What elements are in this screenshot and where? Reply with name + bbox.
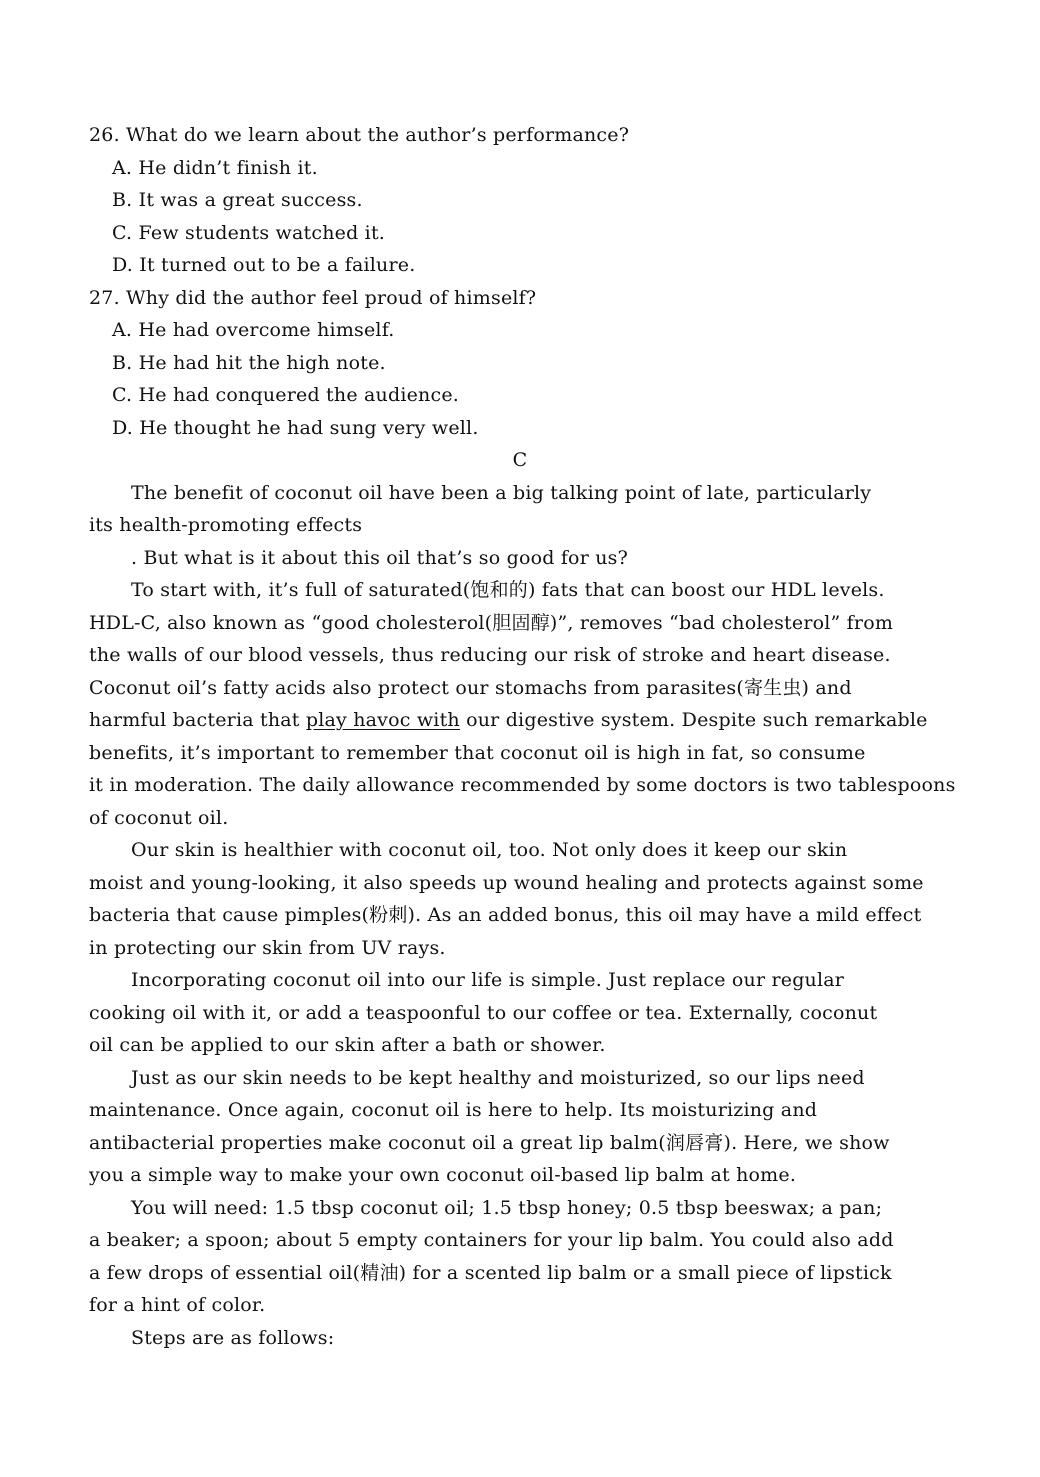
paragraph-4-line: cooking oil with it, or add a teaspoonful to our coffee or tea. Externally, coconut bbox=[89, 1002, 878, 1024]
question-27-option-c: C. He had conquered the audience. bbox=[112, 384, 460, 406]
paragraph-6-line: You will need: 1.5 tbsp coconut oil; 1.5 tbsp honey; 0.5 tbsp beeswax; a pan; bbox=[131, 1197, 883, 1219]
paragraph-2-line: the walls of our blood vessels, thus reducing our risk of stroke and heart disease. bbox=[89, 644, 891, 666]
section-label: C bbox=[512, 449, 528, 471]
question-26-option-c: C. Few students watched it. bbox=[112, 222, 386, 244]
question-27-option-b: B. He had hit the high note. bbox=[112, 352, 386, 374]
paragraph-5-line: maintenance. Once again, coconut oil is here to help. Its moisturizing and bbox=[89, 1099, 818, 1121]
paragraph-5-line: antibacterial properties make coconut oil a great lip balm(润唇膏). Here, we show bbox=[89, 1132, 890, 1154]
paragraph-4-line: oil can be applied to our skin after a bath or shower. bbox=[89, 1034, 606, 1056]
paragraph-2-text: harmful bacteria that bbox=[89, 709, 306, 731]
paragraph-2-line: it in moderation. The daily allowance recommended by some doctors is two tablespoons bbox=[89, 774, 956, 796]
question-26-stem: 26. What do we learn about the author’s performance? bbox=[89, 124, 630, 146]
paragraph-5-line: you a simple way to make your own coconut oil-based lip balm at home. bbox=[89, 1164, 797, 1186]
paragraph-6-line: a beaker; a spoon; about 5 empty containers for your lip balm. You could also add bbox=[89, 1229, 894, 1251]
paragraph-6-line: for a hint of color. bbox=[89, 1294, 266, 1316]
paragraph-1-line: . But what is it about this oil that’s so good for us? bbox=[131, 547, 628, 569]
paragraph-3-line: in protecting our skin from UV rays. bbox=[89, 937, 446, 959]
paragraph-2-line: benefits, it’s important to remember that coconut oil is high in fat, so consume bbox=[89, 742, 866, 764]
question-26-option-d: D. It turned out to be a failure. bbox=[112, 254, 416, 276]
paragraph-6-line: a few drops of essential oil(精油) for a scented lip balm or a small piece of lipstick bbox=[89, 1262, 892, 1284]
paragraph-4-line: Incorporating coconut oil into our life is simple. Just replace our regular bbox=[131, 969, 845, 991]
question-27-stem: 27. Why did the author feel proud of himself? bbox=[89, 287, 537, 309]
paragraph-1-line: its health-promoting effects bbox=[89, 514, 363, 536]
paragraph-2-line bbox=[89, 704, 928, 736]
paragraph-3-line: Our skin is healthier with coconut oil, too. Not only does it keep our skin bbox=[131, 839, 848, 861]
paragraph-3-line: bacteria that cause pimples(粉刺). As an added bonus, this oil may have a mild effect bbox=[89, 904, 922, 926]
paragraph-2-line: HDL-C, also known as “good cholesterol(胆固醇)”, removes “bad cholesterol” from bbox=[89, 612, 894, 634]
paragraph-1-line: The benefit of coconut oil have been a big talking point of late, particularly bbox=[131, 482, 872, 504]
question-26-option-a: A. He didn’t finish it. bbox=[112, 157, 318, 179]
question-27-option-d: D. He thought he had sung very well. bbox=[112, 417, 479, 439]
paragraph-2-line: To start with, it’s full of saturated(饱和的) fats that can boost our HDL levels. bbox=[131, 579, 885, 601]
paragraph-7-line: Steps are as follows: bbox=[131, 1327, 335, 1349]
question-26-option-b: B. It was a great success. bbox=[112, 189, 363, 211]
paragraph-2-line: Coconut oil’s fatty acids also protect our stomachs from parasites(寄生虫) and bbox=[89, 677, 852, 699]
paragraph-3-line: moist and young-looking, it also speeds up wound healing and protects against some bbox=[89, 872, 924, 894]
paragraph-2-text: our digestive system. Despite such remarkable bbox=[459, 709, 928, 731]
paragraph-2-line: of coconut oil. bbox=[89, 807, 229, 829]
question-27-option-a: A. He had overcome himself. bbox=[112, 319, 395, 341]
underlined-phrase: play havoc with bbox=[305, 709, 460, 731]
paragraph-5-line: Just as our skin needs to be kept healthy and moisturized, so our lips need bbox=[131, 1067, 865, 1089]
